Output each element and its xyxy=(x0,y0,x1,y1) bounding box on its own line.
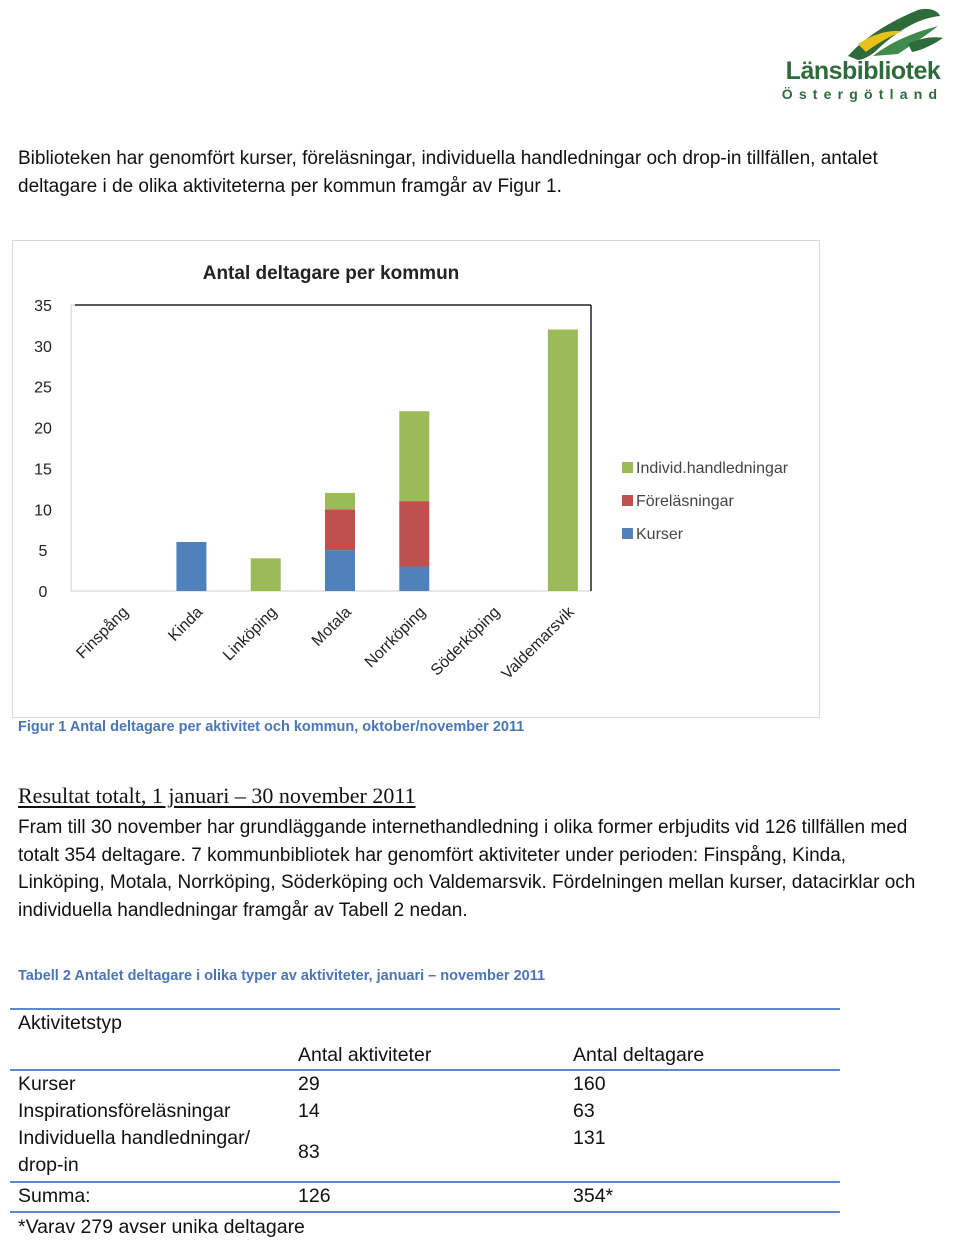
chart-title: Antal deltagare per kommun xyxy=(202,263,460,284)
legend-swatch xyxy=(622,495,633,506)
bar-f-rel-sningar-norrk-ping xyxy=(399,501,429,566)
x-category-label: Valdemarsvik xyxy=(498,603,578,683)
bar-f-rel-sningar-motala xyxy=(325,509,355,550)
figure-caption: Figur 1 Antal deltagare per aktivitet och kommun, oktober/november 2011 xyxy=(18,719,525,735)
y-tick-label: 20 xyxy=(34,420,52,438)
x-category-label: Motala xyxy=(308,603,355,650)
table-cell-participants: 131 xyxy=(573,1127,606,1149)
y-tick-label: 5 xyxy=(38,543,48,561)
logo-region: Östergötland xyxy=(781,86,944,102)
x-category-label: Kinda xyxy=(165,603,207,645)
table-caption: Tabell 2 Antalet deltagare i olika typer av aktiviteter, januari – november 2011 xyxy=(18,968,546,984)
table-cell-type: Inspirationsföreläsningar xyxy=(18,1100,231,1122)
legend-swatch xyxy=(622,528,633,539)
y-tick-label: 30 xyxy=(34,338,52,356)
table-cell-type: Kurser xyxy=(18,1073,76,1095)
table-cell-participants: 160 xyxy=(573,1073,606,1095)
legend-label: Kurser xyxy=(636,526,684,543)
bar-individ-handledningar-link-ping xyxy=(251,558,281,591)
table-cell-type-cont: drop-in xyxy=(18,1154,79,1176)
x-category-label: Finspång xyxy=(73,603,132,663)
x-category-label: Söderköping xyxy=(427,603,504,680)
table-total-activities: 126 xyxy=(298,1185,331,1207)
table-rule-header xyxy=(10,1069,840,1071)
table-rule-bottom xyxy=(10,1211,840,1213)
legend-swatch xyxy=(622,462,633,473)
x-category-label: Linköping xyxy=(220,603,281,665)
table-cell-participants: 63 xyxy=(573,1100,595,1122)
bar-individ-handledningar-motala xyxy=(325,493,355,509)
y-tick-label: 35 xyxy=(34,298,52,315)
table-header-type: Aktivitetstyp xyxy=(18,1012,123,1034)
x-category-label: Norrköping xyxy=(361,603,430,672)
table-total-label: Summa: xyxy=(18,1185,91,1207)
legend-label: Föreläsningar xyxy=(636,493,734,510)
results-heading: Resultat totalt, 1 januari – 30 november 2011 xyxy=(18,783,416,808)
y-tick-label: 0 xyxy=(38,584,48,601)
y-tick-label: 10 xyxy=(34,502,52,520)
bar-kurser-motala xyxy=(325,550,355,591)
y-tick-label: 25 xyxy=(34,379,52,397)
results-paragraph: Fram till 30 november har grundläggande internethandledning i olika former erbjudits vid 126 tillfällen med totalt 354 deltagare. 7 kommunbibliotek har genomfört aktiviteter under perioden: Finspång, Kinda, Linköping, Motala, Norrköping, Söderköping och Valdemarsvik. Fördelningen mellan kurser, datacirklar och individuella handledningar framgår av Tabell 2 nedan. xyxy=(18,817,916,921)
table-total-participants: 354* xyxy=(573,1185,614,1207)
bar-individ-handledningar-norrk-ping xyxy=(399,411,429,501)
chart-frame xyxy=(12,240,820,718)
bar-kurser-norrk-ping xyxy=(399,566,429,591)
table-header-activities: Antal aktiviteter xyxy=(298,1044,432,1066)
table-footnote: *Varav 279 avser unika deltagare xyxy=(18,1216,305,1238)
table-cell-activities: 83 xyxy=(298,1141,320,1163)
bar-individ-handledningar-valdemarsvik xyxy=(548,330,578,591)
intro-paragraph: Biblioteken har genomfört kurser, föreläsningar, individuella handledningar och drop-in tillfällen, antalet deltagare i de olika aktiviteterna per kommun framgår av Figur 1. xyxy=(18,148,878,197)
table-cell-type: Individuella handledningar/ xyxy=(18,1127,251,1149)
stacked-bar-chart xyxy=(13,241,819,717)
y-tick-label: 15 xyxy=(34,461,52,479)
table-rule-total xyxy=(10,1181,840,1183)
table-cell-activities: 14 xyxy=(298,1100,320,1122)
legend-label: Individ.handledningar xyxy=(636,460,789,477)
bar-kurser-kinda xyxy=(176,542,206,591)
logo-name: Länsbibliotek xyxy=(785,57,941,85)
table-rule-top xyxy=(10,1008,840,1010)
table-header-participants: Antal deltagare xyxy=(573,1044,705,1066)
table-cell-activities: 29 xyxy=(298,1073,320,1095)
